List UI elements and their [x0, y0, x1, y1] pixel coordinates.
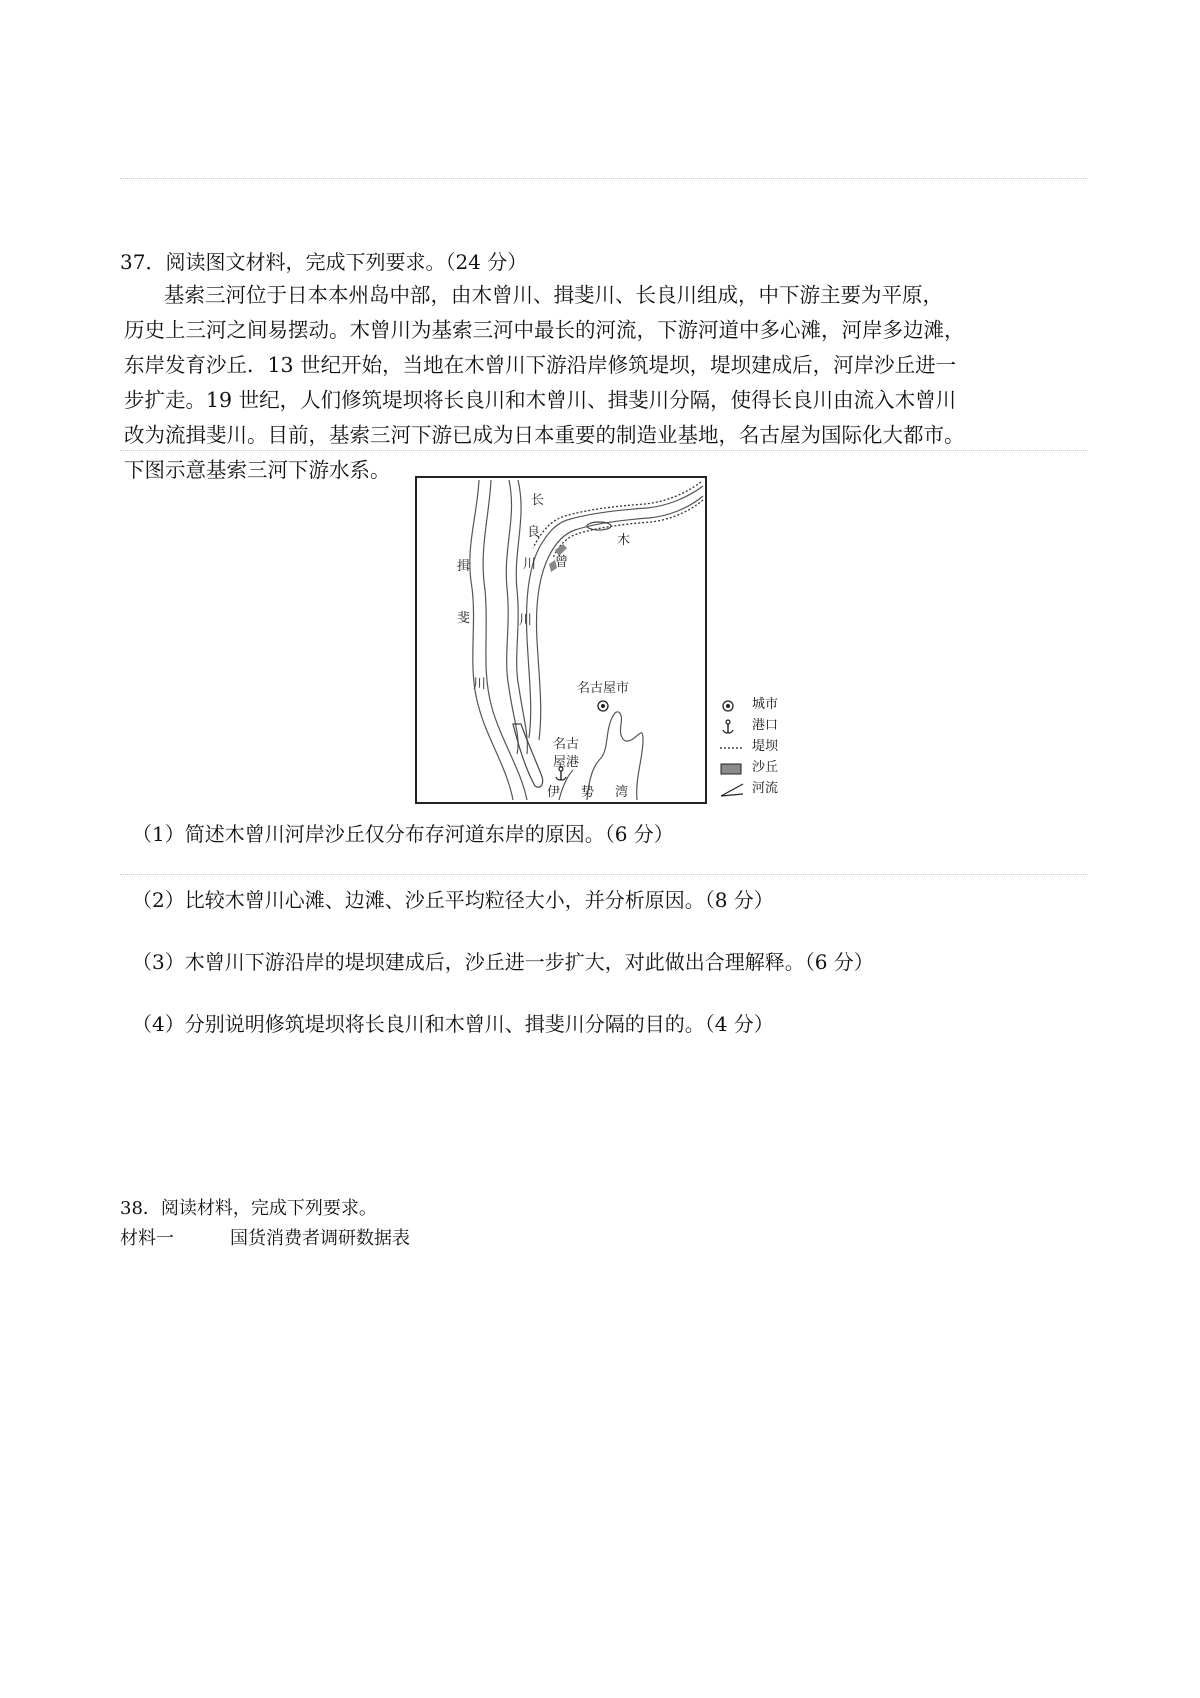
legend-item-dune	[720, 759, 820, 780]
label-bay-1: 伊	[547, 785, 561, 800]
legend-item-dam	[720, 738, 820, 759]
label-nagara-3: 川	[523, 557, 537, 572]
label-port-1: 名古	[553, 737, 580, 752]
question-2: （2）比较木曾川心滩、边滩、沙丘平均粒径大小，并分析原因。（8 分）	[132, 888, 774, 912]
ibi-river	[470, 480, 513, 800]
legend-item-city	[720, 696, 820, 717]
legend-label: 沙丘	[752, 760, 779, 775]
q38-material-label: 材料一	[120, 1228, 174, 1249]
river-system-map	[415, 476, 707, 804]
legend-label: 堤坝	[752, 739, 779, 754]
material-line: 改为流揖斐川。目前，基索三河下游已成为日本重要的制造业基地，名古屋为国际化大都市。	[124, 423, 965, 447]
dam-icon	[720, 740, 744, 756]
legend-item-port	[720, 717, 820, 738]
map-legend	[720, 696, 820, 801]
legend-label: 城市	[752, 697, 779, 712]
city-icon	[720, 698, 744, 714]
divider-q1	[120, 874, 1088, 875]
material-line: 基索三河位于日本本州岛中部，由木曾川、揖斐川、长良川组成，中下游主要为平原，	[164, 283, 943, 307]
kiso-river	[527, 486, 704, 738]
legend-label: 港口	[752, 718, 779, 733]
q37-material	[124, 278, 1094, 488]
label-kiso-1: 木	[617, 533, 631, 548]
q38-material-title: 国货消费者调研数据表	[230, 1228, 410, 1249]
label-ibi-2: 斐	[457, 611, 471, 626]
question-1: （1）简述木曾川河岸沙丘仅分布存河道东岸的原因。（6 分）	[132, 822, 674, 846]
dam-line	[553, 500, 703, 558]
label-city: 名古屋市	[577, 681, 630, 696]
material-line: 历史上三河之间易摆动。木曾川为基索三河中最长的河流，下游河道中多心滩，河岸多边滩，	[124, 318, 965, 342]
question-3: （3）木曾川下游沿岸的堤坝建成后，沙丘进一步扩大，对此做出合理解释。（6 分）	[132, 950, 874, 974]
question-4: （4）分别说明修筑堤坝将长良川和木曾川、揖斐川分隔的目的。（4 分）	[132, 1012, 774, 1036]
q38-heading: 38．阅读材料，完成下列要求。	[120, 1198, 377, 1219]
nagoya-city-dot	[601, 704, 605, 708]
river-icon	[720, 782, 744, 798]
label-port-2: 屋港	[553, 755, 580, 770]
label-ibi-1: 揖	[457, 559, 471, 574]
material-line: 步扩走。19 世纪，人们修筑堤坝将长良川和木曾川、揖斐川分隔，使得长良川由流入木曾川	[124, 388, 957, 412]
legend-label: 河流	[752, 781, 779, 796]
q37-heading: 37．阅读图文材料，完成下列要求。（24 分）	[120, 250, 528, 274]
dune-icon	[720, 761, 744, 777]
label-nagara-4: 川	[519, 613, 533, 628]
label-bay-2: 势	[581, 785, 595, 800]
label-nagara-1: 长	[531, 493, 545, 508]
material-line: 东岸发育沙丘．13 世纪开始，当地在木曾川下游沿岸修筑堤坝，堤坝建成后，河岸沙丘进一	[124, 353, 957, 377]
label-ibi-3: 川	[473, 677, 487, 692]
legend-item-river	[720, 780, 820, 801]
label-bay-3: 湾	[615, 785, 629, 800]
map-drawing	[417, 478, 705, 802]
material-underline	[120, 450, 1088, 451]
label-kiso-2: 曾	[555, 555, 569, 570]
nagara-river	[506, 480, 518, 754]
port-icon	[720, 719, 744, 735]
material-line: 下图示意基索三河下游水系。	[124, 458, 391, 482]
divider-top	[120, 178, 1088, 179]
label-nagara-2: 良	[527, 525, 541, 540]
